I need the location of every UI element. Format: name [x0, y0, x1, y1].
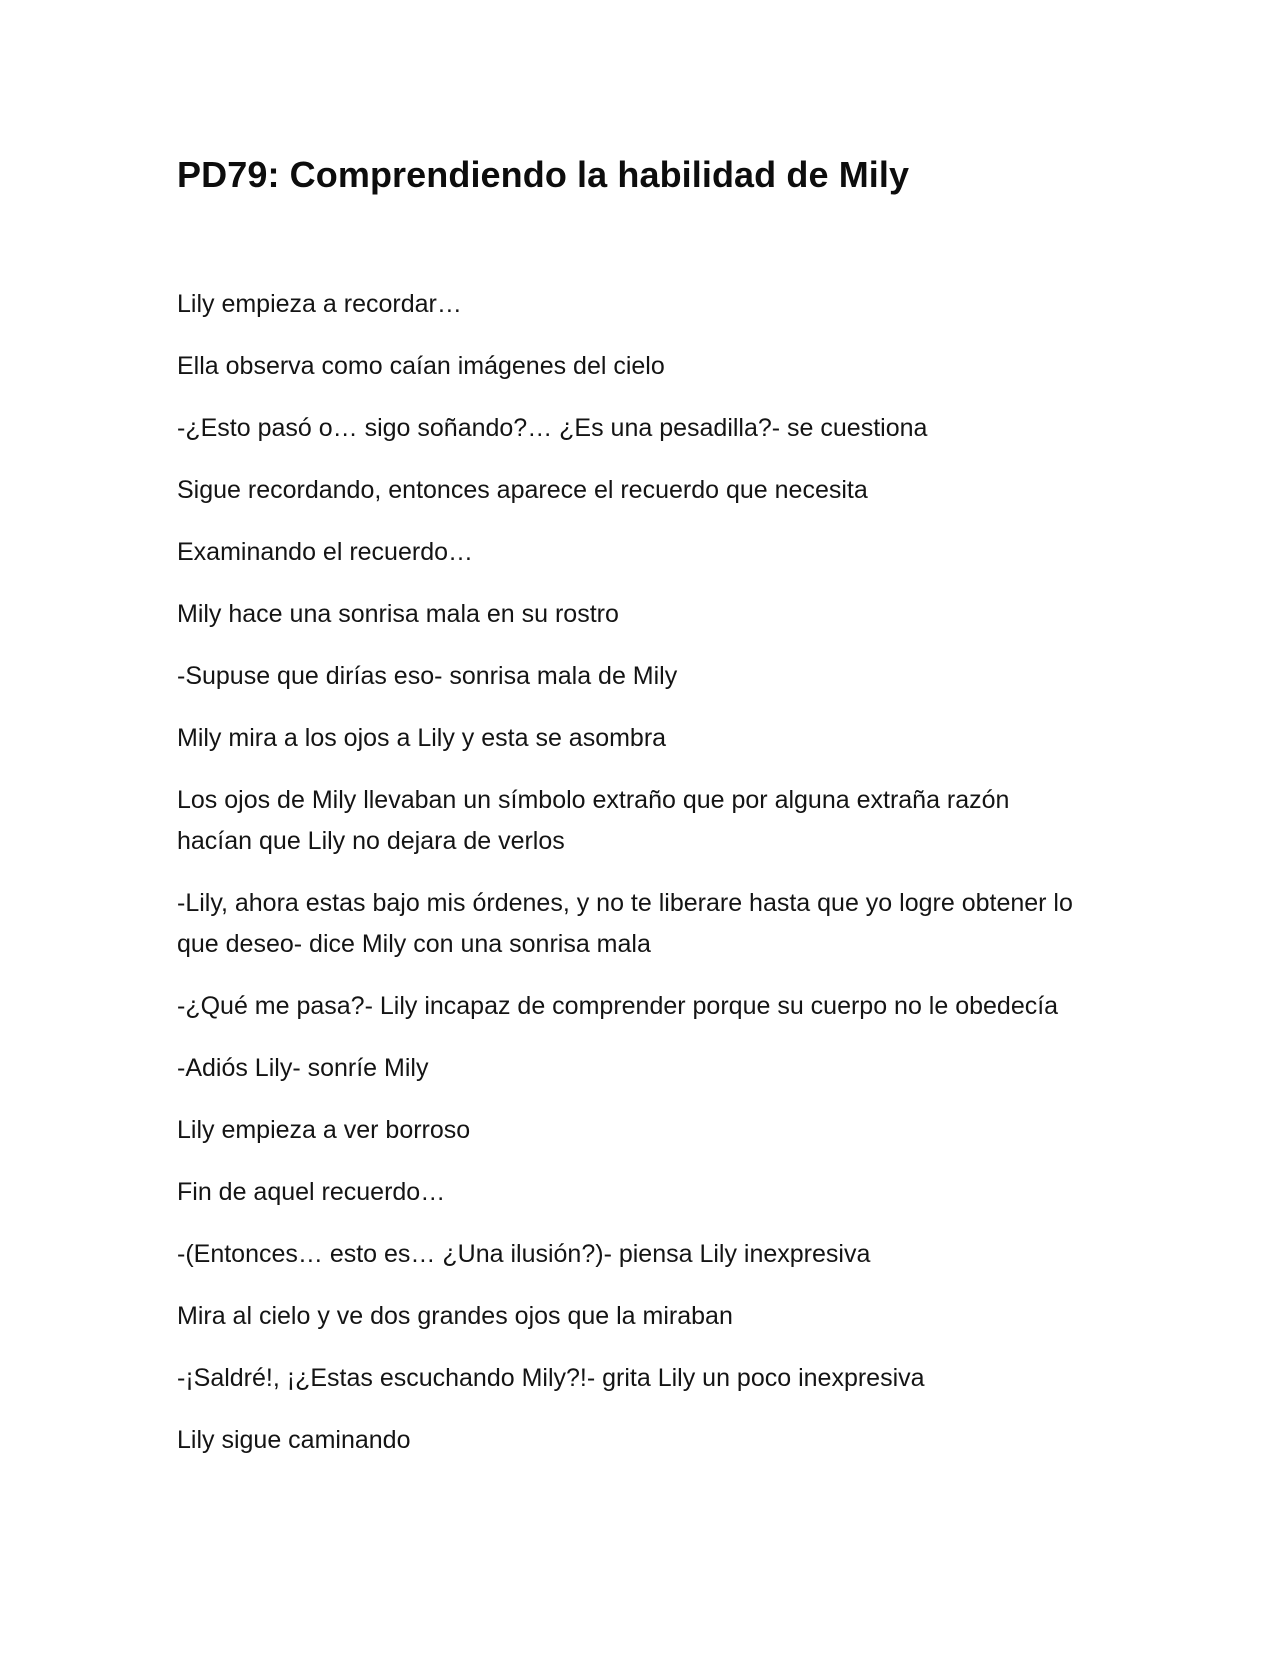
paragraph: -Supuse que dirías eso- sonrisa mala de Mily: [177, 662, 678, 690]
paragraph: -¿Esto pasó o… sigo soñando?… ¿Es una pesadilla?- se cuestiona: [177, 414, 928, 442]
paragraph: -Lily, ahora estas bajo mis órdenes, y no te liberare hasta que yo logre obtener lo que deseo- dice Mily con una sonrisa mala: [177, 889, 1073, 958]
paragraph: Ella observa como caían imágenes del cielo: [177, 352, 665, 380]
paragraph: Mily hace una sonrisa mala en su rostro: [177, 600, 619, 628]
paragraph: Lily sigue caminando: [177, 1426, 411, 1454]
paragraph: Fin de aquel recuerdo…: [177, 1178, 446, 1206]
paragraph: Mira al cielo y ve dos grandes ojos que la miraban: [177, 1302, 733, 1330]
paragraph: Lily empieza a ver borroso: [177, 1116, 471, 1144]
paragraph: -(Entonces… esto es… ¿Una ilusión?)- piensa Lily inexpresiva: [177, 1240, 871, 1268]
paragraph: -Adiós Lily- sonríe Mily: [177, 1054, 429, 1082]
document-body: [177, 148, 1077, 1482]
paragraph: -¡Saldré!, ¡¿Estas escuchando Mily?!- grita Lily un poco inexpresiva: [177, 1364, 925, 1392]
paragraph: Los ojos de Mily llevaban un símbolo extraño que por alguna extraña razón hacían que Lily no dejara de verlos: [177, 786, 1010, 855]
paragraph-list: [177, 284, 1077, 1461]
paragraph: Examinando el recuerdo…: [177, 538, 473, 566]
document-title: PD79: Comprendiendo la habilidad de Mily: [177, 154, 910, 195]
paragraph: Lily empieza a recordar…: [177, 290, 462, 318]
paragraph: Sigue recordando, entonces aparece el recuerdo que necesita: [177, 476, 868, 504]
paragraph: Mily mira a los ojos a Lily y esta se asombra: [177, 724, 667, 752]
paragraph: -¿Qué me pasa?- Lily incapaz de comprender porque su cuerpo no le obedecía: [177, 992, 1059, 1020]
